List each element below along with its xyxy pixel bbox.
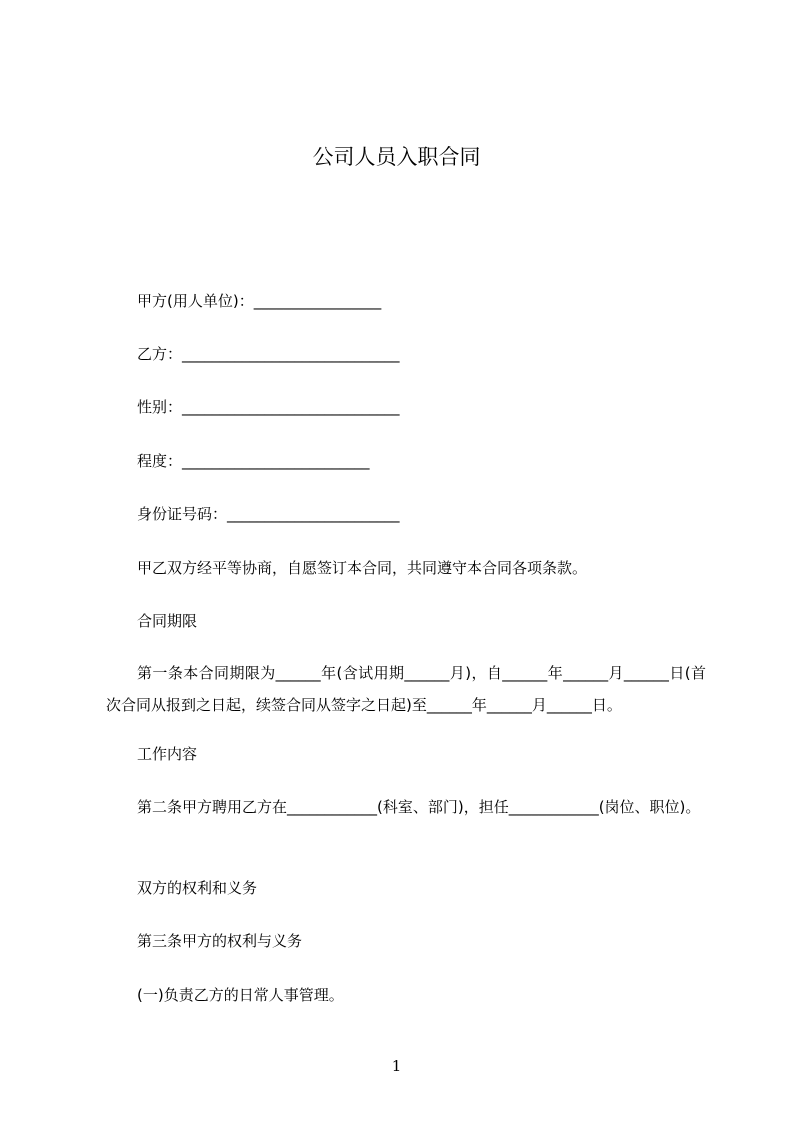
document-title: 公司人员入职合同 — [312, 145, 481, 169]
id-number-field: 身份证号码：_______________________ — [137, 505, 400, 523]
intro-paragraph: 甲乙双方经平等协商，自愿签订本合同，共同遵守本合同各项条款。 — [137, 559, 588, 577]
page-number: 1 — [391, 1057, 402, 1075]
party-a-field: 甲方(用人单位)：_________________ — [137, 292, 382, 310]
article-2: 第二条甲方聘用乙方在____________(科室、部门)，担任____________(岗位、职位)。 — [137, 798, 701, 816]
clause-3-1: (一)负责乙方的日常人事管理。 — [137, 986, 344, 1004]
section-heading-rights: 双方的权利和义务 — [137, 879, 258, 897]
section-heading-work: 工作内容 — [137, 745, 198, 763]
section-heading-term: 合同期限 — [137, 612, 198, 630]
gender-field: 性别：_____________________________ — [137, 398, 400, 416]
article-3-heading: 第三条甲方的权利与义务 — [137, 932, 303, 950]
party-b-field: 乙方：_____________________________ — [137, 345, 400, 363]
education-field: 程度：_________________________ — [137, 452, 370, 470]
article-1: 第一条本合同期限为______年(含试用期______月)，自______年______月______日(首次合同从报到之日起，续签合同从签字之日起)至______年______月______日。 — [106, 664, 706, 714]
